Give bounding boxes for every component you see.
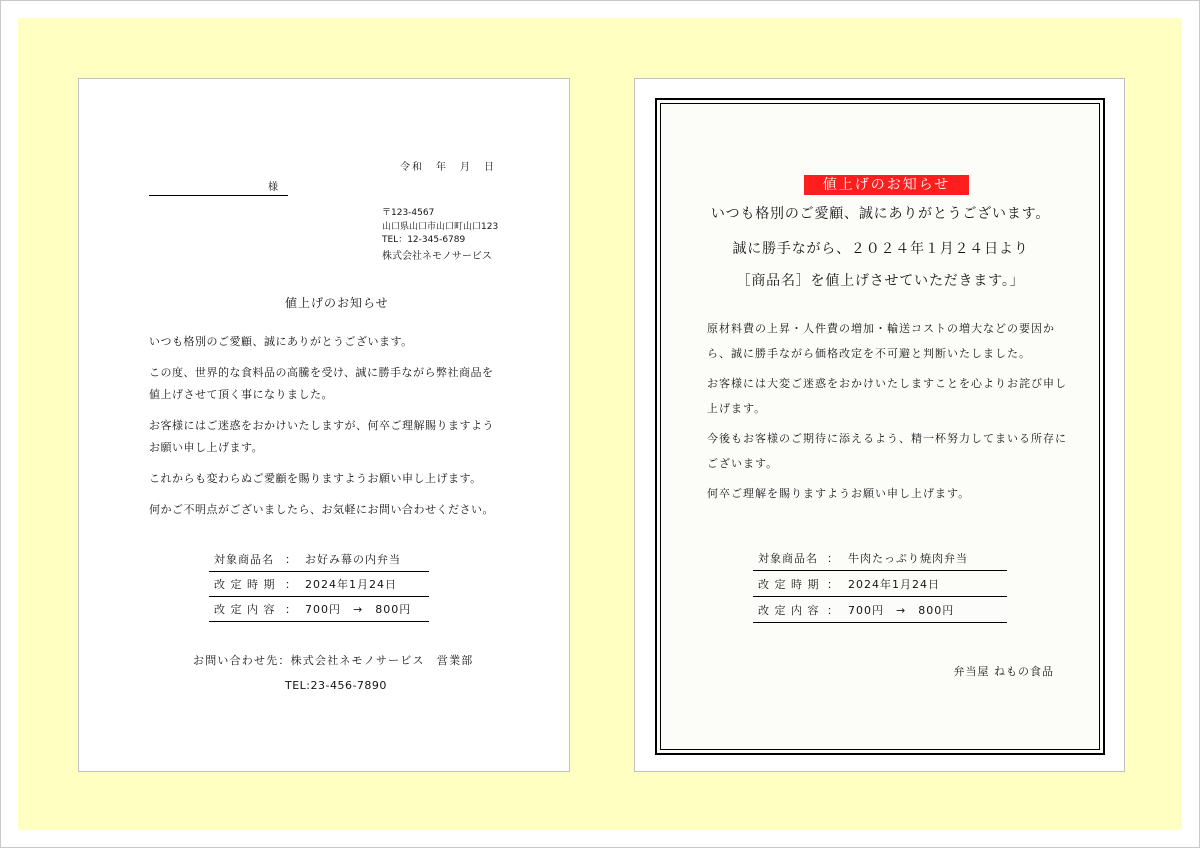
title-badge: 値上げのお知らせ — [804, 175, 969, 195]
row-value: お好み幕の内弁当 — [305, 553, 401, 566]
body-paragraph — [149, 499, 494, 521]
body-paragraph — [149, 331, 494, 353]
row-label: 改 定 時 期 — [214, 578, 276, 591]
row-label: 対象商品名 — [214, 553, 274, 566]
row-separator: ： — [285, 553, 297, 566]
sender-tel: TEL：12-345-6789 — [382, 235, 466, 245]
document-body — [707, 316, 1067, 511]
lead-line: ［商品名］を値上げさせていただきます。」 — [736, 273, 1025, 289]
body-line: お願い申し上げます。 — [149, 441, 264, 454]
row-value: 2024年1月24日 — [848, 577, 940, 591]
row-label: 対象商品名 — [758, 551, 818, 565]
row-label: 改 定 内 容 — [214, 603, 276, 616]
row-separator: ： — [285, 603, 297, 616]
price-change-table — [753, 545, 1007, 623]
contact-info: お問い合わせ先：株式会社ネモノサービス 営業部 — [193, 654, 474, 667]
body-paragraph — [707, 481, 1067, 506]
body-paragraph — [707, 371, 1067, 421]
left-document-page[interactable] — [78, 78, 570, 772]
recipient-line — [149, 182, 288, 196]
row-label: 改 定 内 容 — [758, 603, 820, 617]
row-value: 牛肉たっぷり焼肉弁当 — [848, 551, 968, 565]
body-line: これからも変わらぬご愛顧を賜りますようお願い申し上げます。 — [149, 472, 482, 485]
body-paragraph — [149, 468, 494, 490]
sender-company: 株式会社ネモノサービス — [382, 251, 492, 262]
sender-address: 山口県山口市山口町山口123 — [382, 221, 499, 232]
sender-block — [382, 207, 498, 264]
table-row — [209, 597, 429, 622]
body-line: 何卒ご理解を賜りますようお願い申し上げます。 — [707, 487, 971, 500]
price-change-table — [209, 547, 429, 622]
body-line: この度、世界的な食料品の高騰を受け、誠に勝手ながら弊社商品を — [149, 366, 494, 379]
table-row — [753, 545, 1007, 571]
body-paragraph — [707, 426, 1067, 476]
document-title: 値上げのお知らせ — [285, 296, 389, 310]
body-line: 原材料費の上昇・人件費の増加・輸送コストの増大などの要因か — [707, 322, 1055, 335]
row-value: 700円 → 800円 — [848, 603, 955, 617]
body-line: 値上げさせて頂く事になりました。 — [149, 388, 333, 401]
row-separator: ： — [827, 551, 839, 565]
body-line: 今後もお客様のご期待に添えるよう、精一杯努力してまいる所存に — [707, 432, 1067, 445]
body-paragraph — [149, 362, 494, 406]
table-row — [753, 571, 1007, 597]
body-line: お客様にはご迷惑をおかけいたしますが、何卒ご理解賜りますよう — [149, 419, 494, 432]
row-value: 2024年1月24日 — [305, 578, 397, 591]
body-paragraph — [149, 415, 494, 459]
row-separator: ： — [285, 578, 297, 591]
shop-signature: 弁当屋 ねもの食品 — [953, 665, 1054, 678]
sender-postal-code: 〒123-4567 — [382, 208, 435, 218]
contact-tel: TEL:23-456-7890 — [285, 679, 387, 692]
body-line: 何かご不明点がございましたら、お気軽にお問い合わせください。 — [149, 503, 494, 516]
table-row — [209, 572, 429, 597]
lead-line: 誠に勝手ながら、２０２４年１月２４日より — [732, 241, 1029, 257]
document-date: 令和 年 月 日 — [400, 162, 496, 173]
body-line: お客様には大変ご迷惑をおかけいたしますことを心よりお詫び申し — [707, 377, 1067, 390]
body-line: いつも格別のご愛顧、誠にありがとうございます。 — [149, 335, 413, 348]
row-separator: ： — [827, 577, 839, 591]
row-value: 700円 → 800円 — [305, 603, 412, 616]
body-line: 上げます。 — [707, 402, 767, 415]
body-line: ございます。 — [707, 457, 779, 470]
document-body — [149, 331, 494, 530]
lead-line: いつも格別のご愛顧、誠にありがとうございます。 — [710, 206, 1051, 222]
row-separator: ： — [827, 603, 839, 617]
body-paragraph — [707, 316, 1067, 366]
recipient-honorific: 様 — [268, 182, 278, 193]
table-row — [753, 597, 1007, 623]
right-document-page[interactable] — [634, 78, 1125, 772]
table-row — [209, 547, 429, 572]
row-label: 改 定 時 期 — [758, 577, 820, 591]
body-line: ら、誠に勝手ながら価格改定を不可避と判断いたしました。 — [707, 347, 1031, 360]
